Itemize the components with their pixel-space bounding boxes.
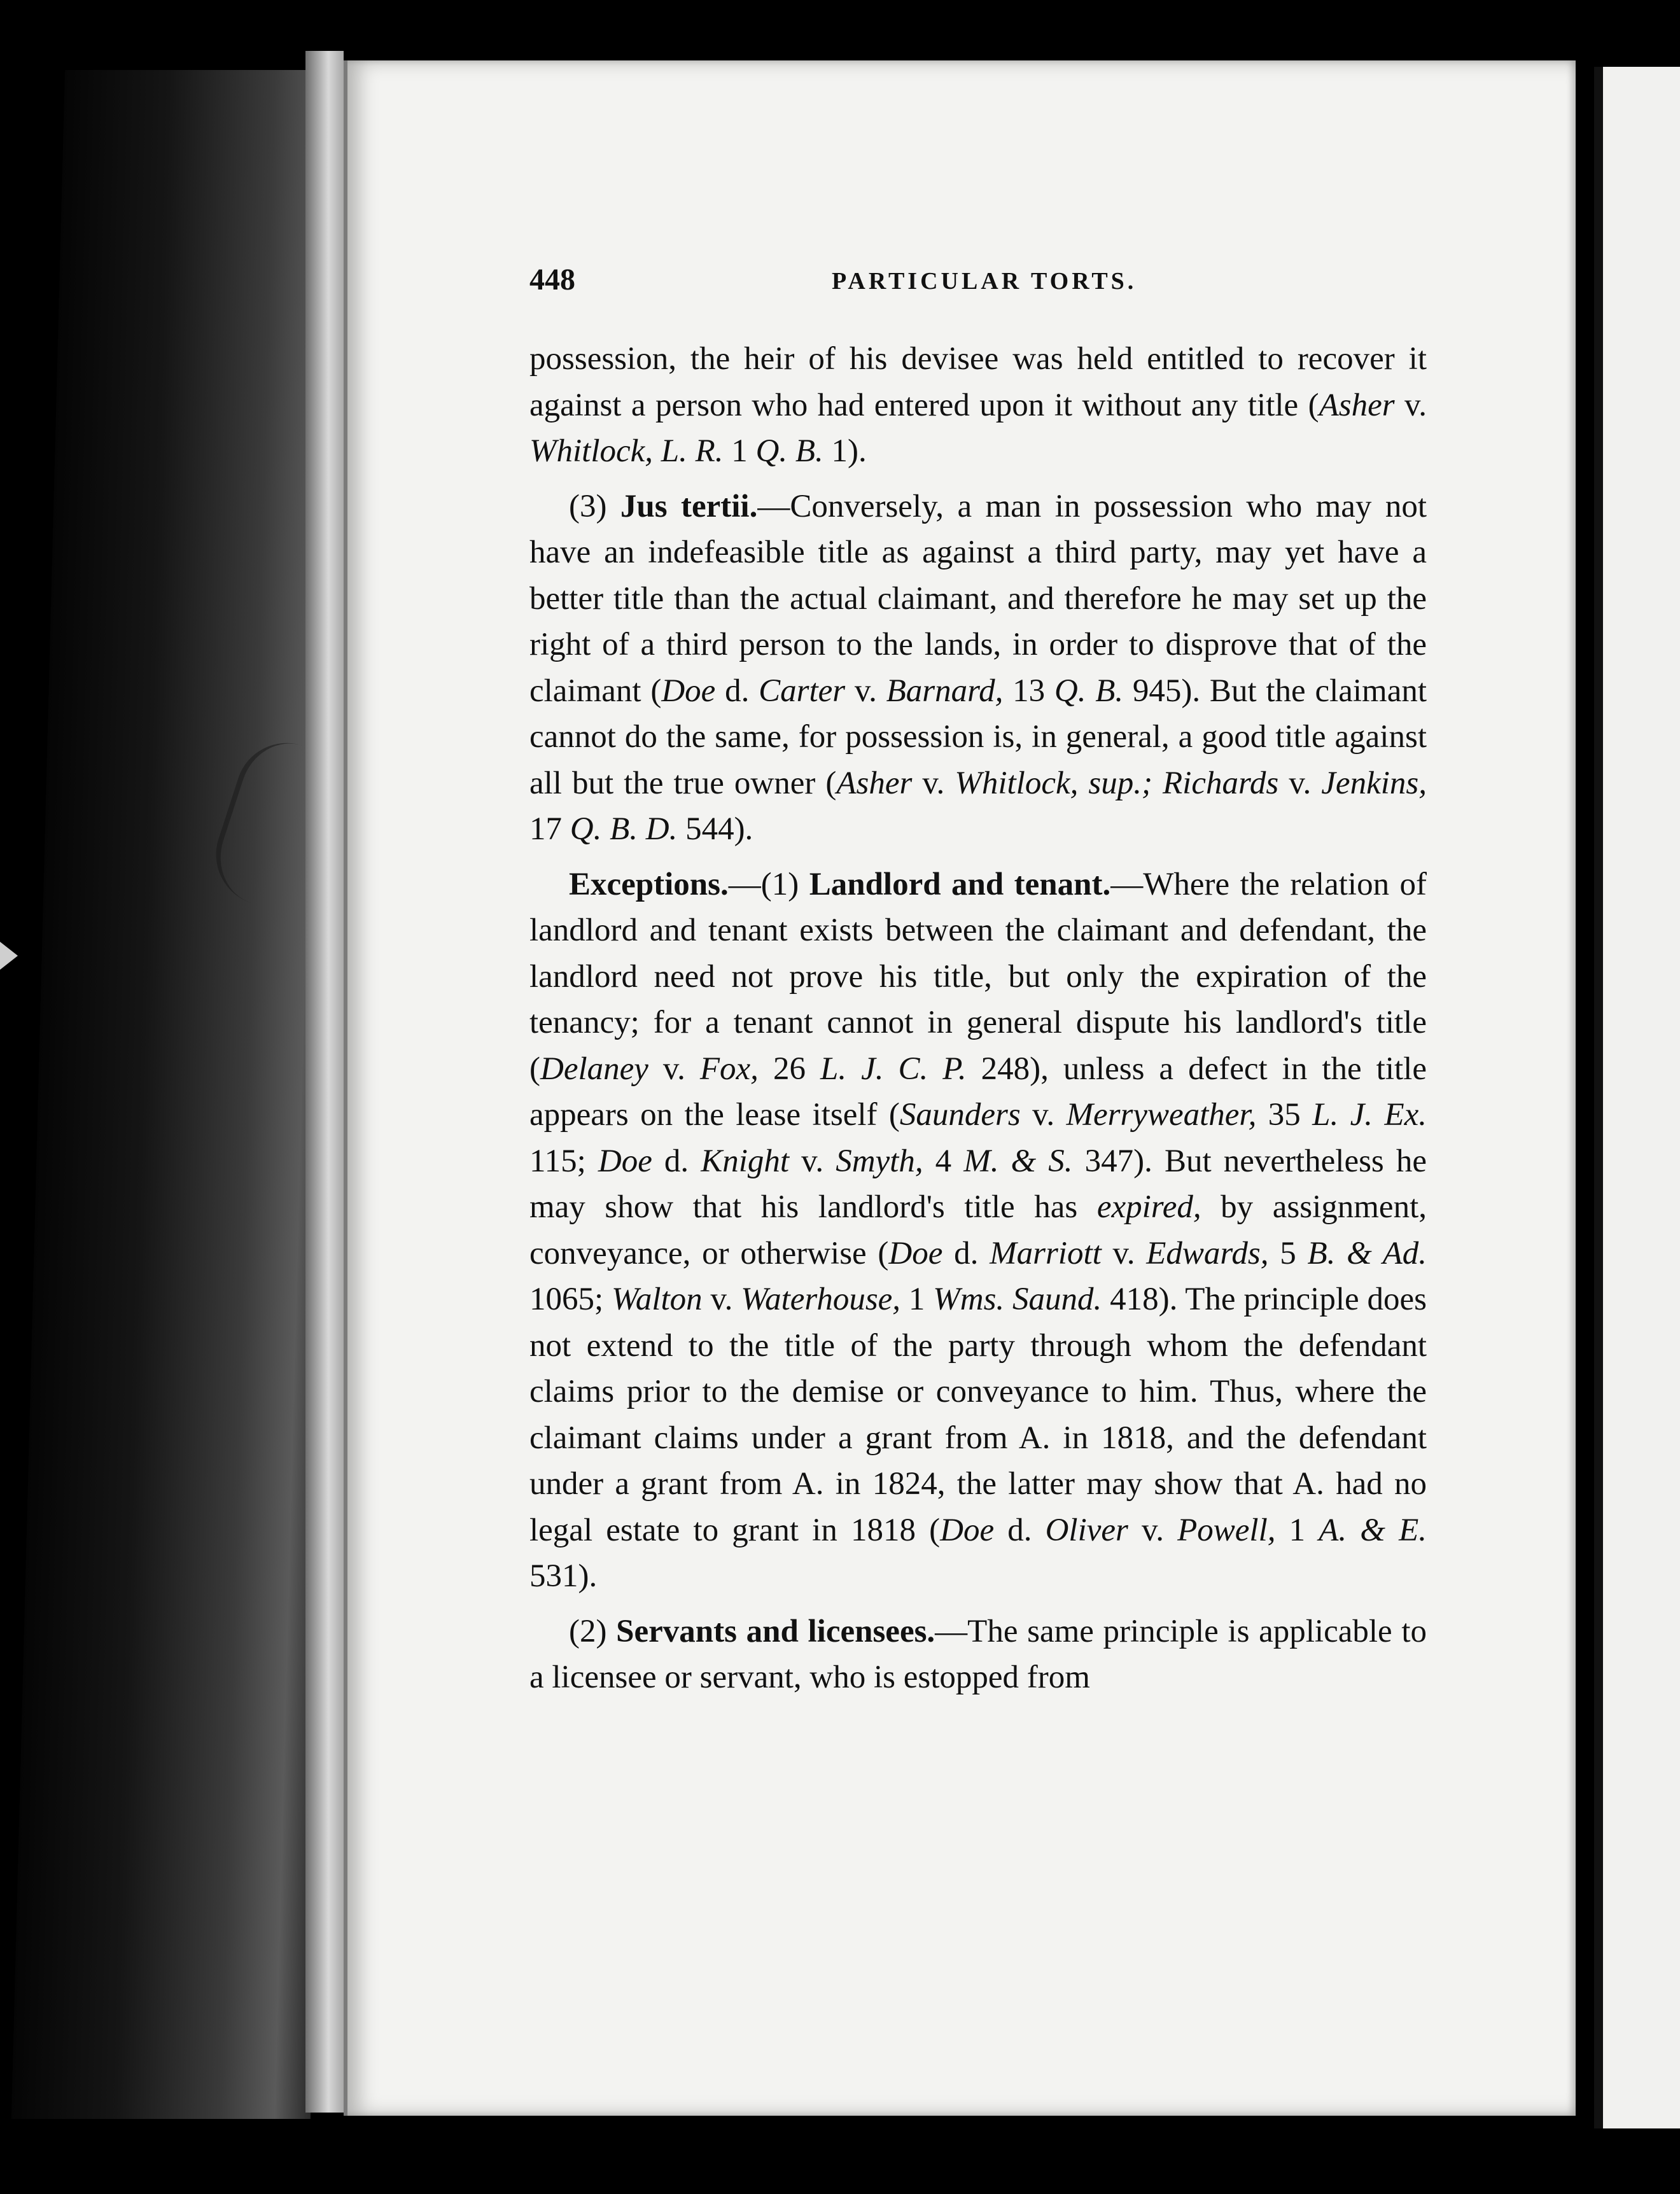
bold-heading: Exceptions.	[569, 866, 729, 902]
italic-citation: Delaney	[540, 1051, 648, 1087]
text-run: 1065;	[529, 1282, 612, 1317]
text-run: 1	[1275, 1512, 1319, 1548]
text-run: —Where the relation of landlord and tenant exists between the claimant and defendant, the landlord need not prove his title, but only the expiration of the tenancy; for a tenant cannot in general dispute his landlord's title (	[529, 866, 1427, 1087]
text-run: (2)	[569, 1613, 617, 1649]
text-run: 4	[923, 1143, 964, 1179]
text-run: —Conversely, a man in possession who may not have an indefeasible title as against a third party, may yet have a better title than the actual claimant, and therefore he may set up the right of a third person to the lands, in order to disprove that of the claimant (	[529, 488, 1427, 709]
text-run: ed to recover it against a person who had entered upon it without any title (	[529, 341, 1427, 423]
italic-citation: Jenkins,	[1321, 765, 1427, 801]
bold-heading: Jus tertii.	[620, 488, 758, 524]
text-run: 531).	[529, 1558, 598, 1594]
text-run: 1).	[823, 433, 867, 469]
italic-citation: Wms. Saund.	[933, 1282, 1102, 1317]
italic-citation: Doe	[940, 1512, 995, 1548]
text-run: 26	[758, 1051, 820, 1087]
paragraph-jus-tertii	[529, 484, 1427, 853]
italic-citation: Oliver	[1045, 1512, 1128, 1548]
text-run: 248), unless a defect in the title appears on the lease itself (	[529, 1051, 1427, 1133]
text-run: v.	[1020, 1097, 1067, 1133]
italic-citation: M. & S.	[963, 1143, 1073, 1179]
italic-citation: Waterhouse,	[741, 1282, 901, 1317]
text-run: 544).	[677, 811, 753, 847]
page-number: 448	[529, 263, 575, 297]
text-run: v.	[1394, 387, 1427, 423]
italic-citation: Asher	[1319, 387, 1395, 423]
paragraph-servants-licensees	[529, 1609, 1427, 1701]
text-run: 13	[1003, 673, 1054, 709]
italic-citation: Smyth,	[836, 1143, 923, 1179]
text-run: d.	[942, 1235, 990, 1271]
italic-citation: Doe	[598, 1143, 652, 1179]
text-run: 17	[529, 811, 570, 847]
text-run: v.	[789, 1143, 836, 1179]
text-run: by assignment, conveyance, or otherwise (	[529, 1189, 1427, 1271]
body-text	[529, 336, 1427, 1701]
italic-citation: Doe	[888, 1235, 943, 1271]
italic-citation: Edwards,	[1146, 1235, 1269, 1271]
text-run: d.	[652, 1143, 701, 1179]
italic-citation: Merryweather,	[1066, 1097, 1257, 1133]
text-run: d.	[715, 673, 759, 709]
italic-citation: Q. B.	[1054, 673, 1124, 709]
italic-citation: Fox,	[699, 1051, 759, 1087]
text-run: —The same principle is applicable to a licensee or servant, who is estopped from	[529, 1613, 1427, 1695]
running-head: PARTICULAR TORTS.	[832, 268, 1137, 295]
italic-citation: expired,	[1096, 1189, 1201, 1225]
italic-citation: Barnard,	[886, 673, 1004, 709]
text-run: —(1)	[728, 866, 809, 902]
text-run: v.	[1101, 1235, 1147, 1271]
text-run: 115;	[529, 1143, 598, 1179]
italic-citation: Q. B.	[755, 433, 823, 469]
text-run: v.	[845, 673, 886, 709]
italic-citation: Asher	[836, 765, 913, 801]
text-run: v.	[1128, 1512, 1178, 1548]
text-run: d.	[994, 1512, 1046, 1548]
text-run: 418). The principle does not extend to the title of the party through whom the defendant claims prior to the demise or conveyance to him. Thus, where the claimant claims under a grant from A. in 1818, and the defendant under a grant from A. in 1824, the latter may show that A. had no legal estate to grant in 1818 (	[529, 1282, 1427, 1548]
italic-citation: L. J. Ex.	[1312, 1097, 1427, 1133]
text-run: 1	[723, 433, 756, 469]
italic-citation: Knight	[701, 1143, 790, 1179]
italic-citation: Saunders	[899, 1097, 1021, 1133]
page-header	[529, 262, 1427, 307]
text-run: 35	[1256, 1097, 1313, 1133]
bold-heading: Landlord and tenant.	[809, 866, 1111, 902]
text-run: v.	[1278, 765, 1322, 801]
italic-citation: Powell,	[1177, 1512, 1276, 1548]
italic-citation: Q. B. D.	[570, 811, 678, 847]
text-run: v.	[702, 1282, 741, 1317]
italic-citation: Walton	[612, 1282, 703, 1317]
text-run: 347). But nevertheless he may show that his landlord's title has	[529, 1143, 1427, 1225]
italic-citation: A. & E.	[1319, 1512, 1427, 1548]
italic-citation: Whitlock, sup.; Richards	[955, 765, 1279, 801]
text-run: 1	[900, 1282, 934, 1317]
text-run: (3)	[569, 488, 620, 524]
italic-citation: Doe	[661, 673, 716, 709]
italic-citation: Marriott	[990, 1235, 1102, 1271]
italic-citation: L. J. C. P.	[820, 1051, 967, 1087]
facing-page-edge	[1594, 67, 1680, 2128]
text-run: 5	[1268, 1235, 1308, 1271]
text-run: v.	[912, 765, 955, 801]
paragraph-exceptions-landlord-tenant	[529, 862, 1427, 1600]
paragraph-continuation	[529, 336, 1427, 475]
italic-citation: B. & Ad.	[1307, 1235, 1427, 1271]
bold-heading: Servants and licensees.	[616, 1613, 935, 1649]
text-run: 945). But the claimant cannot do the same, for possession is, in general, a good title against all but the true owner (	[529, 673, 1427, 801]
scan-edge-marker	[0, 942, 18, 970]
text-run: possession, the heir of his devisee was held entitl	[529, 341, 1214, 377]
page-edges	[305, 51, 344, 2113]
italic-citation: Whitlock, L. R.	[529, 433, 724, 469]
italic-citation: Carter	[759, 673, 846, 709]
text-run: v.	[648, 1051, 700, 1087]
